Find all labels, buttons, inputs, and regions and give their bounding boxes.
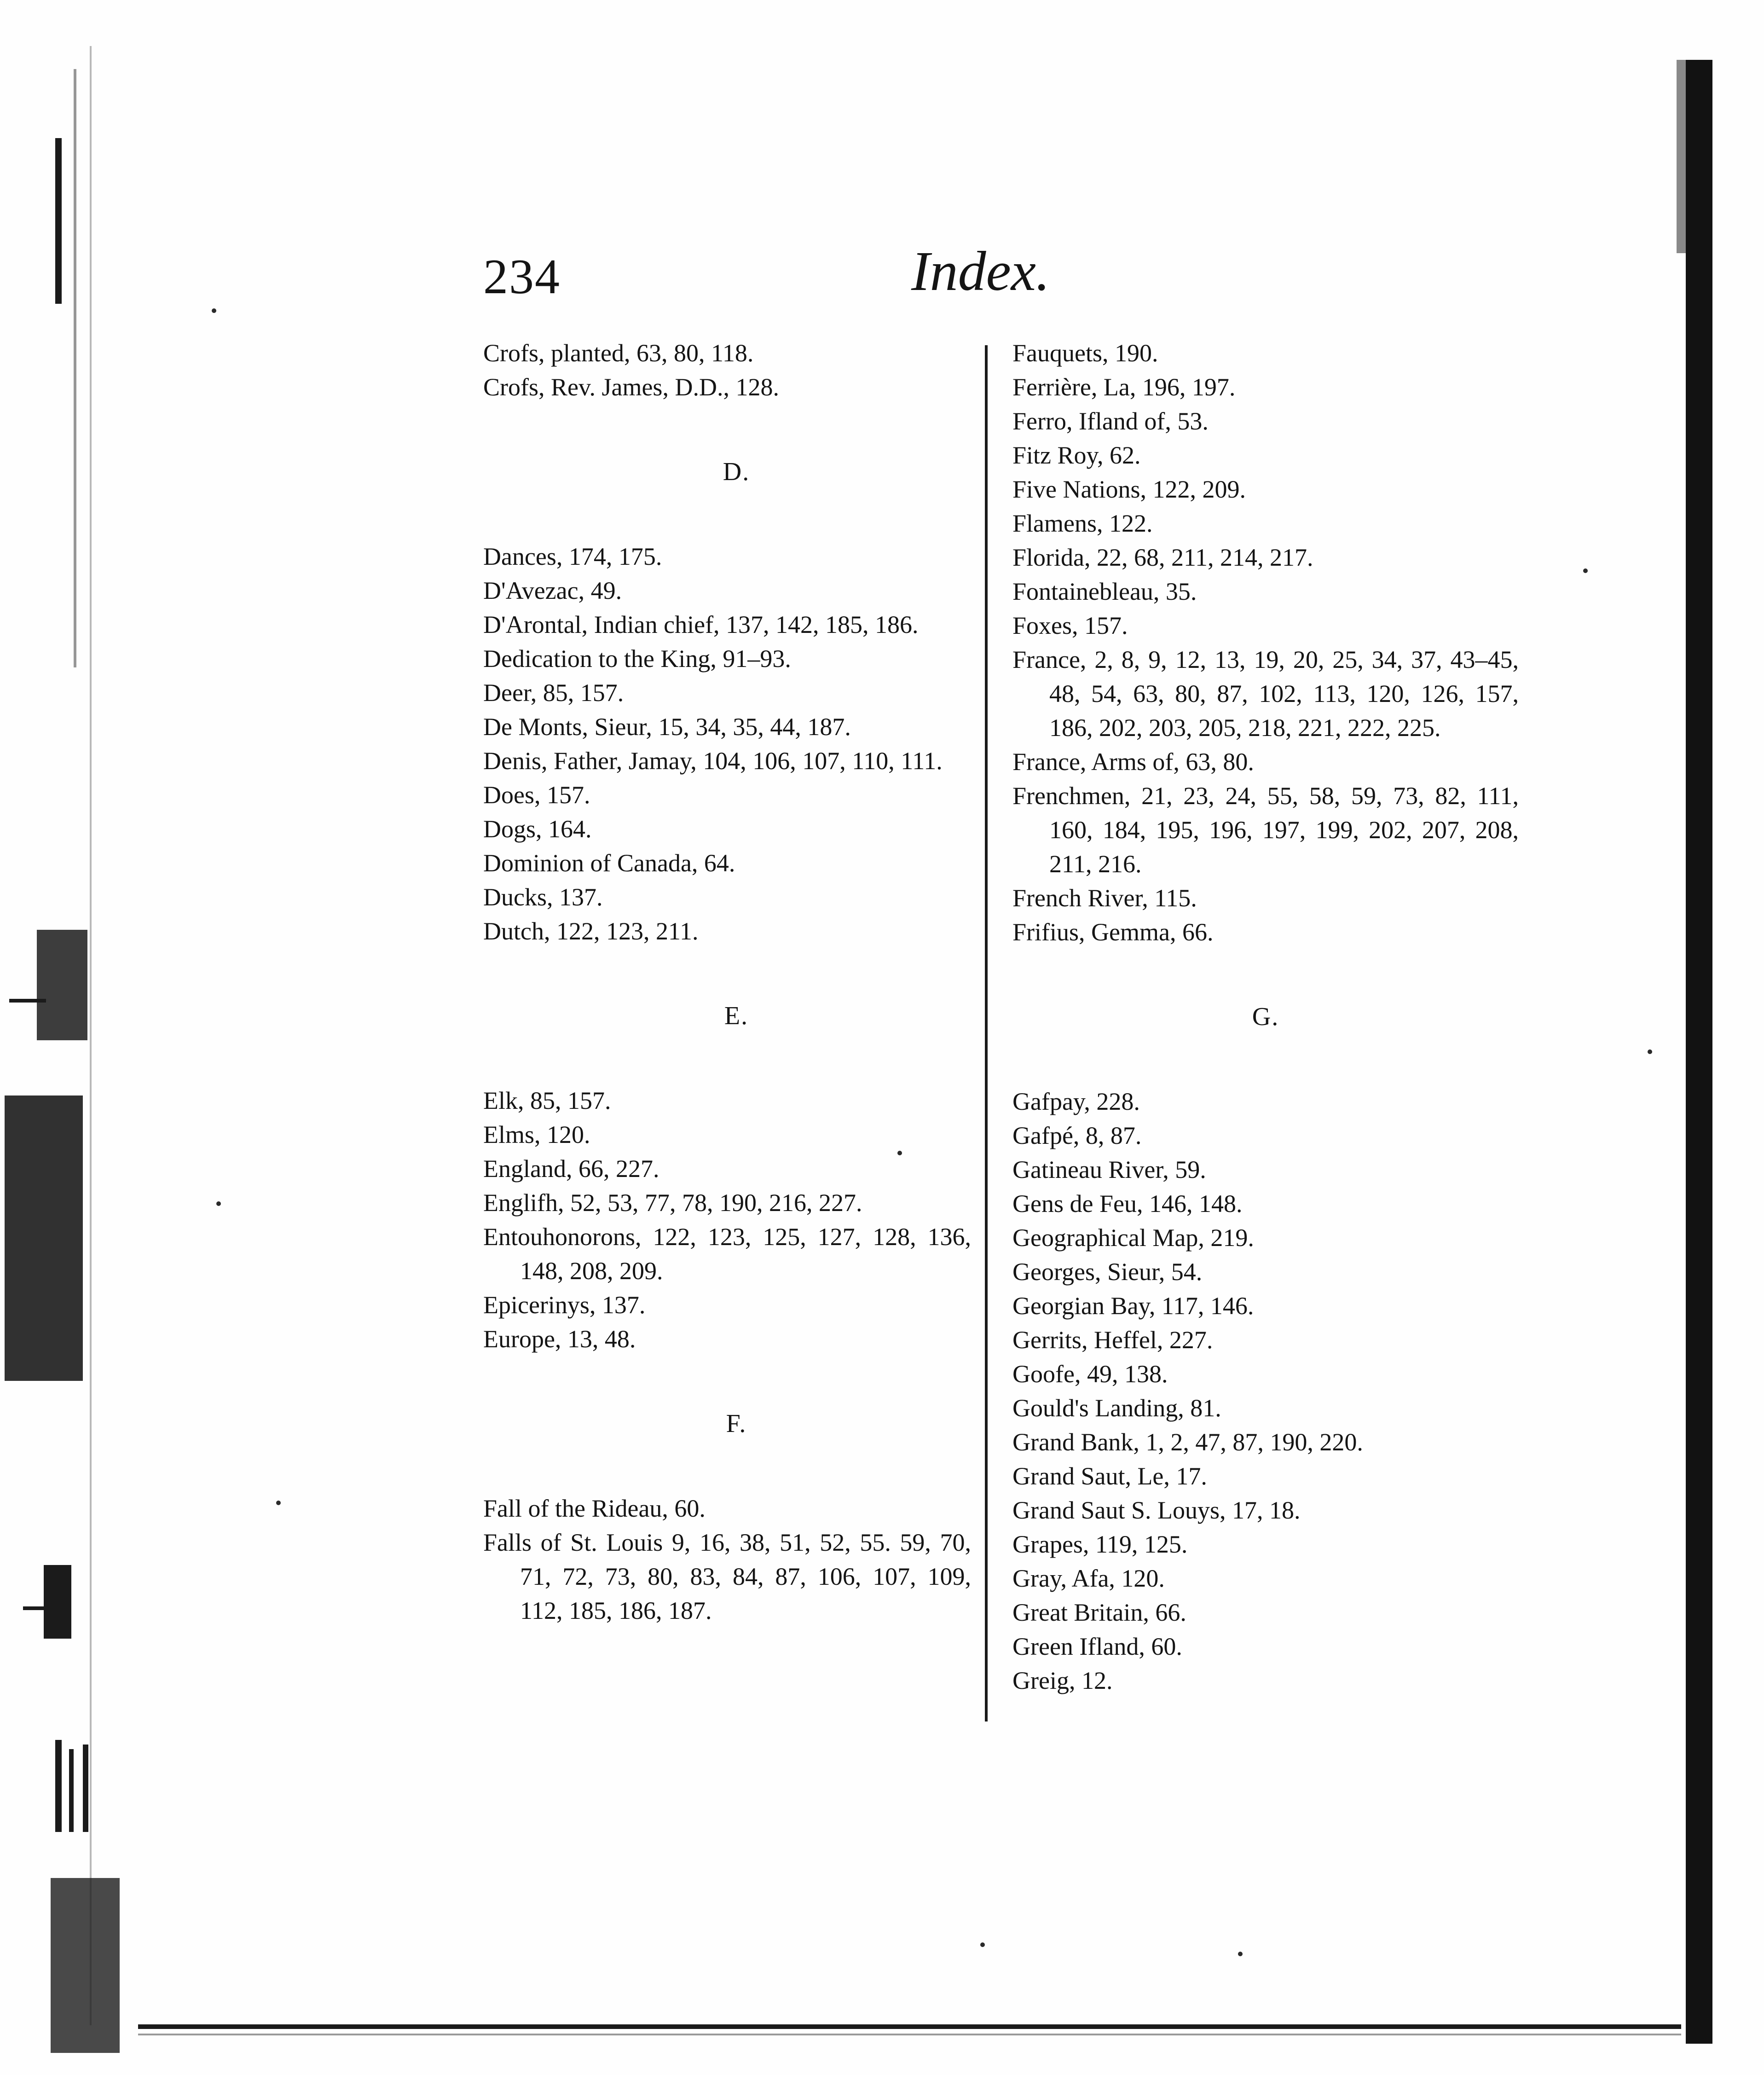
index-entry: Elk, 85, 157. xyxy=(483,1087,611,1114)
index-entry: Englifh, 52, 53, 77, 78, 190, 216, 227. xyxy=(483,1189,862,1217)
index-entry: Gafpay, 228. xyxy=(1012,1088,1140,1115)
index-entry: Gray, Afa, 120. xyxy=(1012,1565,1165,1592)
index-entry: Gafpé, 8, 87. xyxy=(1012,1122,1142,1149)
index-entry: Five Nations, 122, 209. xyxy=(1012,475,1246,503)
index-entry: Gould's Landing, 81. xyxy=(1012,1394,1221,1422)
index-entry: Flamens, 122. xyxy=(1012,510,1153,537)
index-entry: Gerrits, Heffel, 227. xyxy=(1012,1326,1213,1354)
index-entry: Great Britain, 66. xyxy=(1012,1599,1186,1626)
index-entry: Greig, 12. xyxy=(1012,1667,1113,1694)
index-entry: France, 2, 8, 9, 12, 13, 19, 20, 25, 34, 37, 43–45, 48, 54, 63, 80, 87, 102, 113, 120, 126, 157, 186, 202, 203, 205, 218, 221, 222, 225. xyxy=(1012,646,1519,742)
index-entry: Dedication to the King, 91–93. xyxy=(483,645,791,672)
index-entry: France, Arms of, 63, 80. xyxy=(1012,748,1254,776)
index-entry: Frifius, Gemma, 66. xyxy=(1012,918,1214,946)
index-entry: Goofe, 49, 138. xyxy=(1012,1360,1168,1388)
index-entry: Grand Saut, Le, 17. xyxy=(1012,1462,1207,1490)
index-entry: Foxes, 157. xyxy=(1012,612,1128,639)
index-entry: Falls of St. Louis 9, 16, 38, 51, 52, 55. 59, 70, 71, 72, 73, 80, 83, 84, 87, 106, 107, 109, 112, 185, 186, 187. xyxy=(483,1529,971,1624)
index-entry: Crofs, planted, 63, 80, 118. xyxy=(483,339,754,367)
index-entry: Fitz Roy, 62. xyxy=(1012,441,1141,469)
index-entry: Ferrière, La, 196, 197. xyxy=(1012,373,1236,401)
index-entry: Gatineau River, 59. xyxy=(1012,1156,1206,1183)
page-title: Index. xyxy=(911,240,1050,302)
section-heading-f: F. xyxy=(726,1409,747,1438)
right-column xyxy=(1012,336,1519,1698)
index-entry: Dominion of Canada, 64. xyxy=(483,849,735,877)
index-entry: England, 66, 227. xyxy=(483,1155,659,1182)
section-heading-e: E. xyxy=(724,1002,749,1030)
column-divider xyxy=(985,345,988,1721)
index-entry: Ducks, 137. xyxy=(483,883,603,911)
index-entry: Grapes, 119, 125. xyxy=(1012,1530,1188,1558)
index-entry: Denis, Father, Jamay, 104, 106, 107, 110, 111. xyxy=(483,747,943,775)
page-number: 234 xyxy=(483,249,561,304)
index-entry: Fauquets, 190. xyxy=(1012,339,1158,367)
index-entry: Grand Bank, 1, 2, 47, 87, 190, 220. xyxy=(1012,1428,1363,1456)
section-heading-d: D. xyxy=(723,458,750,486)
index-entry: Epicerinys, 137. xyxy=(483,1291,646,1319)
index-entry: Europe, 13, 48. xyxy=(483,1325,636,1353)
index-entry: Grand Saut S. Louys, 17, 18. xyxy=(1012,1496,1301,1524)
index-entry: Geographical Map, 219. xyxy=(1012,1224,1254,1252)
index-entry: Does, 157. xyxy=(483,781,590,809)
index-entry: Dutch, 122, 123, 211. xyxy=(483,917,699,945)
index-entry: Deer, 85, 157. xyxy=(483,679,624,707)
index-entry: Elms, 120. xyxy=(483,1121,590,1148)
index-entry: Georgian Bay, 117, 146. xyxy=(1012,1292,1254,1320)
index-entry: Fall of the Rideau, 60. xyxy=(483,1495,706,1522)
index-entry: Green Ifland, 60. xyxy=(1012,1633,1182,1660)
index-entry: Georges, Sieur, 54. xyxy=(1012,1258,1203,1286)
index-entry: Gens de Feu, 146, 148. xyxy=(1012,1190,1243,1217)
index-entry: D'Avezac, 49. xyxy=(483,577,622,604)
index-entry: Crofs, Rev. James, D.D., 128. xyxy=(483,373,779,401)
index-entry: Florida, 22, 68, 211, 214, 217. xyxy=(1012,544,1313,571)
left-column xyxy=(483,336,971,1628)
index-entry: Dogs, 164. xyxy=(483,815,592,843)
index-entry: D'Arontal, Indian chief, 137, 142, 185, 186. xyxy=(483,611,919,638)
section-heading-g: G. xyxy=(1252,1003,1279,1031)
index-entry: Entouhonorons, 122, 123, 125, 127, 128, 136, 148, 208, 209. xyxy=(483,1223,971,1285)
index-entry: Ferro, Ifland of, 53. xyxy=(1012,407,1209,435)
index-entry: Frenchmen, 21, 23, 24, 55, 58, 59, 73, 82, 111, 160, 184, 195, 196, 197, 199, 202, 207, 208, 211, 216. xyxy=(1012,782,1519,878)
index-entry: Dances, 174, 175. xyxy=(483,543,662,570)
index-entry: Fontainebleau, 35. xyxy=(1012,578,1197,605)
index-entry: French River, 115. xyxy=(1012,884,1197,912)
index-entry: De Monts, Sieur, 15, 34, 35, 44, 187. xyxy=(483,713,851,741)
